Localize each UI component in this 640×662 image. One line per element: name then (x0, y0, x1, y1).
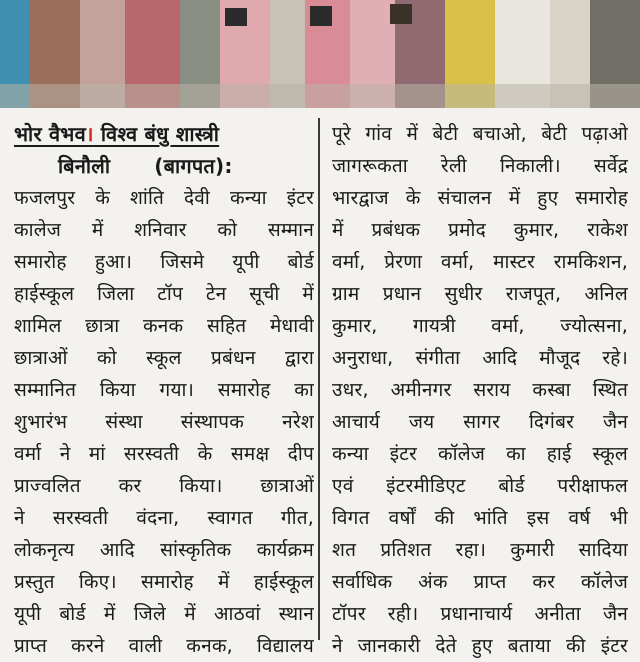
article-text-line: प्राज्वलित कर किया। छात्राओं (14, 475, 314, 497)
article-text-line: प्राप्त करने वाली कनक, विद्यालय (14, 635, 314, 657)
article-text-line: ग्राम प्रधान सुधीर राजपूत, अनिल (332, 283, 628, 305)
article-text-line: सम्मानित किया गया। समारोह का (14, 379, 314, 401)
article-text-line: हाईस्कूल जिला टॉप टेन सूची में (14, 283, 314, 305)
dateline (14, 150, 314, 182)
byline-prefix: भोर वैभव (14, 122, 86, 146)
group-photo-icon (0, 0, 640, 108)
article-text-line: ने जानकारी देते हुए बताया की इंटर (332, 635, 628, 657)
article-text-line: अनुराधा, संगीता आदि मौजूद रहे। (332, 347, 628, 369)
article-text-line: शामिल छात्रा कनक सहित मेधावी (14, 315, 314, 337)
article-text-line: कुमार, गायत्री वर्मा, ज्योत्सना, (332, 315, 628, 337)
article-text-line: शत प्रतिशत रहा। कुमारी सादिया (332, 539, 628, 561)
article-text-line: में प्रबंधक प्रमोद कुमार, राकेश (332, 219, 628, 241)
article-text-line: सर्वाधिक अंक प्राप्त कर कॉलेज (332, 571, 628, 593)
article-text-line: यूपी बोर्ड में जिले में आठवां स्थान (14, 603, 314, 625)
article-text-line: वर्मा, प्रेरणा वर्मा, मास्टर रामकिशन, (332, 251, 628, 273)
dateline-place: बिनौली (58, 154, 111, 178)
article-text-line: लोकनृत्य आदि सांस्कृतिक कार्यक्रम (14, 539, 314, 561)
dateline-district: (बागपत): (154, 154, 233, 178)
article-text-line: छात्राओं को स्कूल प्रबंधन द्वारा (14, 347, 314, 369)
news-photo (0, 0, 640, 108)
article-text-line: वर्मा ने मां सरस्वती के समक्ष दीप (14, 443, 314, 465)
article-text-line: समारोह हुआ। जिसमे यूपी बोर्ड (14, 251, 314, 273)
article-text-line: विगत वर्षों की भांति इस वर्ष भी (332, 507, 628, 529)
article-text-line: उधर, अमीनगर सराय कस्बा स्थित (332, 379, 628, 401)
byline (14, 118, 314, 150)
article-text-line: कालेज में शनिवार को सम्मान (14, 219, 314, 241)
byline-author: विश्व बंधु शास्त्री (93, 122, 220, 146)
article-text-line: प्रस्तुत किए। समारोह में हाईस्कूल (14, 571, 314, 593)
article-text-line: एवं इंटरमीडिएट बोर्ड परीक्षाफल (332, 475, 628, 497)
article-text-line: ने सरस्वती वंदना, स्वागत गीत, (14, 507, 314, 529)
article-text-line: फजलपुर के शांति देवी कन्या इंटर (14, 187, 314, 209)
column-divider (318, 118, 320, 640)
article-text-line: शुभारंभ संस्था संस्थापक नरेश (14, 411, 314, 433)
article-text-line: जागरूकता रेली निकाली। सर्वेद्र (332, 155, 628, 177)
article-text-line: टॉपर रही। प्रधानाचार्य अनीता जैन (332, 603, 628, 625)
article-right-column (332, 118, 628, 662)
article-text-line: आचार्य जय सागर दिगंबर जैन (332, 411, 628, 433)
article-text-line: पूरे गांव में बेटी बचाओ, बेटी पढ़ाओ (332, 123, 628, 145)
article-left-column (14, 118, 314, 662)
article-text-line: भारद्वाज के संचालन में हुए समारोह (332, 187, 628, 209)
byline-bar: । (85, 122, 94, 146)
article-text-line: कन्या इंटर कॉलेज का हाई स्कूल (332, 443, 628, 465)
